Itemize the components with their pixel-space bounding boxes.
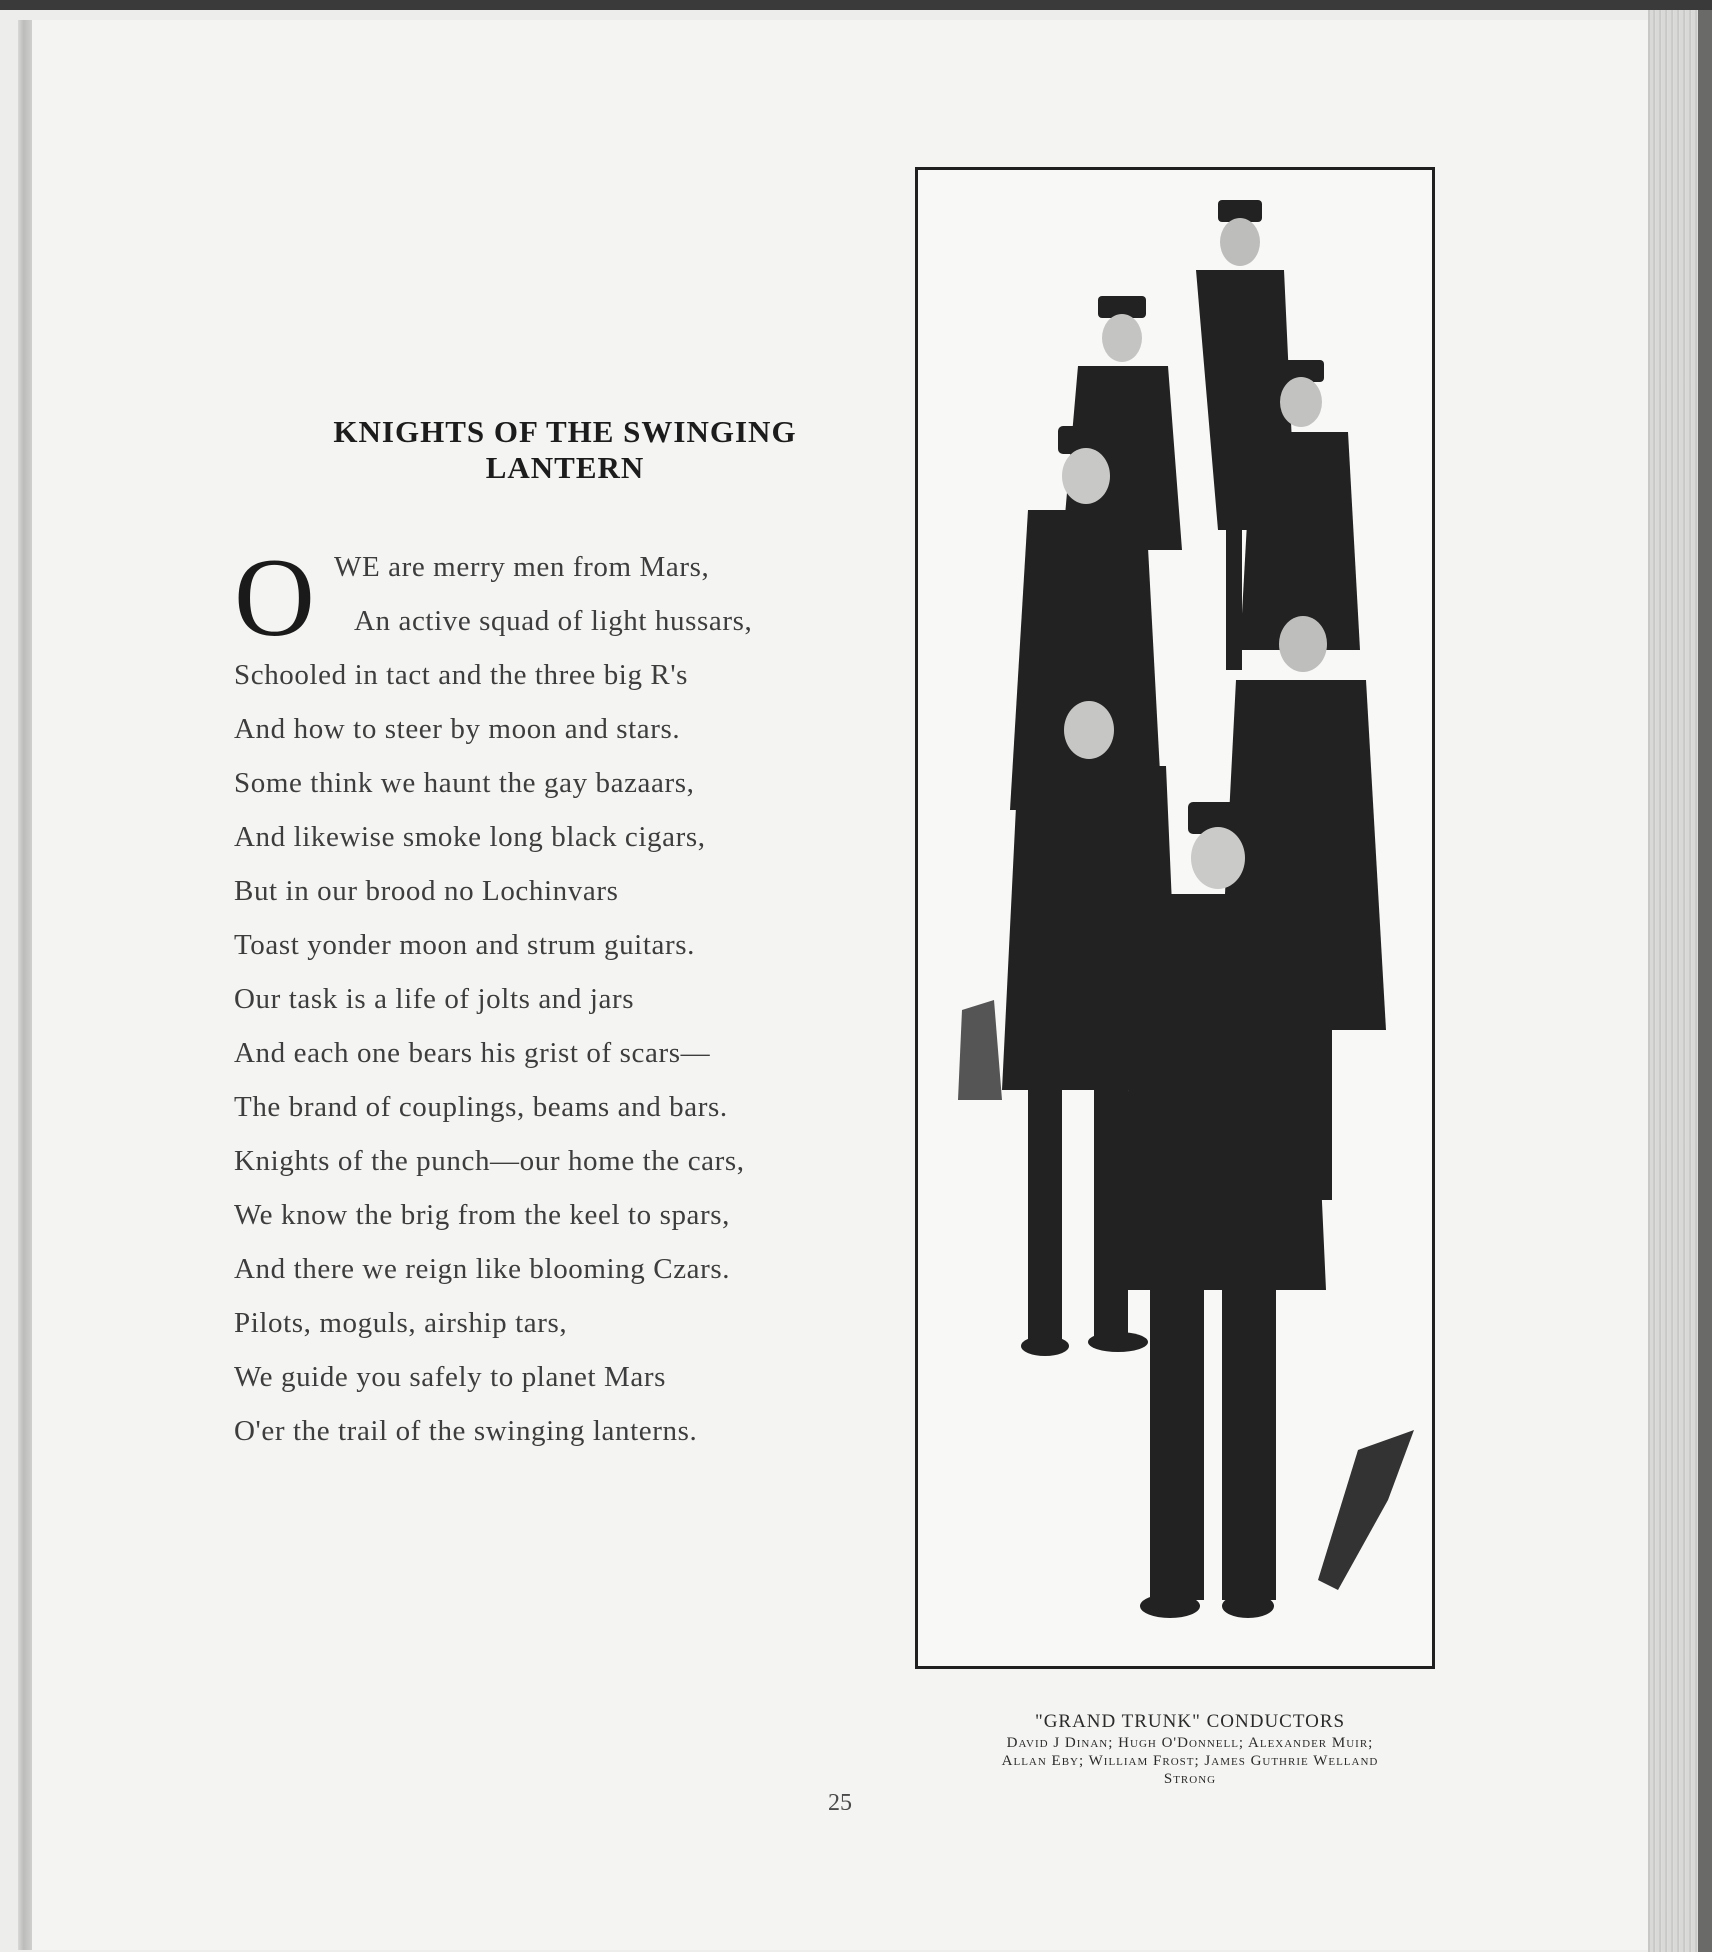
page-edges [1648,10,1712,1952]
article-title [240,414,890,486]
poem-line: WE are merry men from Mars, [334,551,710,583]
poem-line: An active squad of light hussars, [354,605,753,637]
poem-line: Knights of the punch—our home the cars, [234,1145,745,1177]
poem-line: We guide you safely to planet Mars [234,1361,667,1393]
poem-line: Pilots, moguls, airship tars, [234,1307,568,1339]
poem-line: O'er the trail of the swinging lanterns. [234,1415,698,1447]
poem-line: And how to steer by moon and stars. [234,713,681,745]
poem-line: Schooled in tact and the three big R's [234,659,689,691]
poem-line: Toast yonder moon and strum guitars. [234,929,695,961]
page-gutter [18,20,32,1950]
caption-title: "GRAND TRUNK" CONDUCTORS [1034,1711,1346,1732]
photo-caption [930,1710,1450,1788]
caption-names: David J Dinan; Hugh O'Donnell; Alexander Muir; Allan Eby; William Frost; James Guthrie Welland Strong [1001,1735,1379,1787]
photo-frame [915,167,1435,1669]
conductors-photo [918,170,1432,1666]
poem-line: And likewise smoke long black cigars, [234,821,706,853]
poem-line: And there we reign like blooming Czars. [234,1253,731,1285]
poem-line: The brand of couplings, beams and bars. [234,1091,728,1123]
poem-line: And each one bears his grist of scars— [234,1037,711,1069]
drop-cap: O [234,536,315,660]
title-line-1: KNIGHTS OF THE SWINGING [333,414,797,449]
photo-figure [915,167,1455,1667]
poem-line: But in our brood no Lochinvars [234,875,619,907]
poem-line: Some think we haunt the gay bazaars, [234,767,695,799]
poem-line: We know the brig from the keel to spars, [234,1199,731,1231]
title-line-2: LANTERN [485,450,645,485]
poem-line: Our task is a life of jolts and jars [234,983,635,1015]
page-number: 25 [828,1790,852,1816]
